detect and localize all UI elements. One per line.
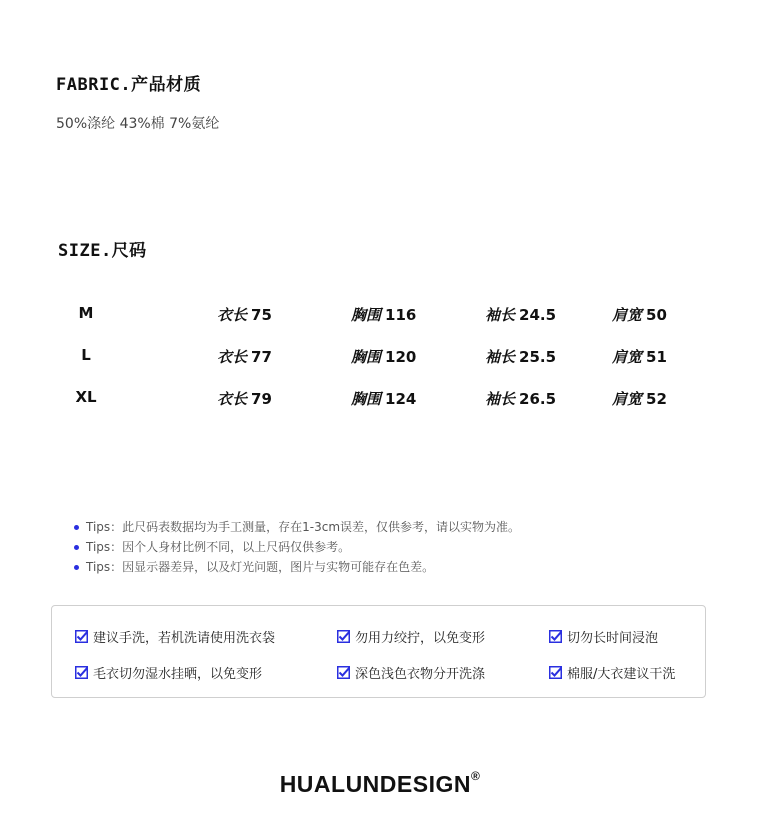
tip-item: Tips：此尺码表数据均为手工测量，存在1-3cm误差，仅供参考，请以实物为准。	[74, 518, 520, 538]
sleeve-cell: 袖长 25.5	[485, 348, 557, 366]
care-item: 建议手洗，若机洗请使用洗衣袋	[75, 627, 275, 646]
fabric-composition: 50%涤纶 43%棉 7%氨纶	[56, 116, 220, 132]
size-row: XL 衣长 79 胸围 124 袖长 26.5 肩宽 52	[75, 388, 667, 408]
checkbox-check-icon	[337, 666, 350, 679]
size-title: SIZE.尺码	[58, 241, 147, 261]
shoulder-cell: 肩宽 51	[612, 348, 667, 366]
size-row: L 衣长 77 胸围 120 袖长 25.5 肩宽 51	[81, 346, 667, 366]
length-cell: 衣长 77	[217, 348, 272, 366]
tip-item: Tips：因个人身材比例不同，以上尺码仅供参考。	[74, 538, 520, 558]
checkbox-check-icon	[75, 630, 88, 643]
shoulder-cell: 肩宽 52	[612, 390, 667, 408]
bullet-dot-icon	[74, 525, 79, 530]
brand-logo: HUALUNDESIGN®	[279, 769, 481, 797]
checkbox-check-icon	[549, 666, 562, 679]
care-instructions-box	[51, 605, 706, 698]
chest-cell: 胸围 124	[351, 390, 417, 408]
size-table	[60, 304, 700, 430]
length-cell: 衣长 79	[217, 390, 272, 408]
bullet-dot-icon	[74, 545, 79, 550]
checkbox-check-icon	[75, 666, 88, 679]
length-cell: 衣长 75	[217, 306, 272, 324]
bullet-dot-icon	[74, 565, 79, 570]
tip-item: Tips：因显示器差异，以及灯光问题，图片与实物可能存在色差。	[74, 558, 520, 578]
sleeve-cell: 袖长 24.5	[485, 306, 557, 324]
checkbox-check-icon	[549, 630, 562, 643]
chest-cell: 胸围 120	[351, 348, 417, 366]
care-item: 毛衣切勿湿水挂晒，以免变形	[75, 663, 262, 682]
checkbox-check-icon	[337, 630, 350, 643]
care-item: 切勿长时间浸泡	[549, 627, 658, 646]
registered-mark: ®	[470, 769, 481, 783]
care-item: 深色浅色衣物分开洗涤	[337, 663, 485, 682]
sleeve-cell: 袖长 26.5	[485, 390, 557, 408]
size-row: M 衣长 75 胸围 116 袖长 24.5 肩宽 50	[78, 304, 667, 324]
care-item: 棉服/大衣建议干洗	[549, 663, 675, 682]
tips-list	[74, 518, 520, 578]
fabric-title: FABRIC.产品材质	[56, 75, 202, 95]
shoulder-cell: 肩宽 50	[612, 306, 667, 324]
chest-cell: 胸围 116	[351, 306, 417, 324]
care-item: 勿用力绞拧，以免变形	[337, 627, 485, 646]
